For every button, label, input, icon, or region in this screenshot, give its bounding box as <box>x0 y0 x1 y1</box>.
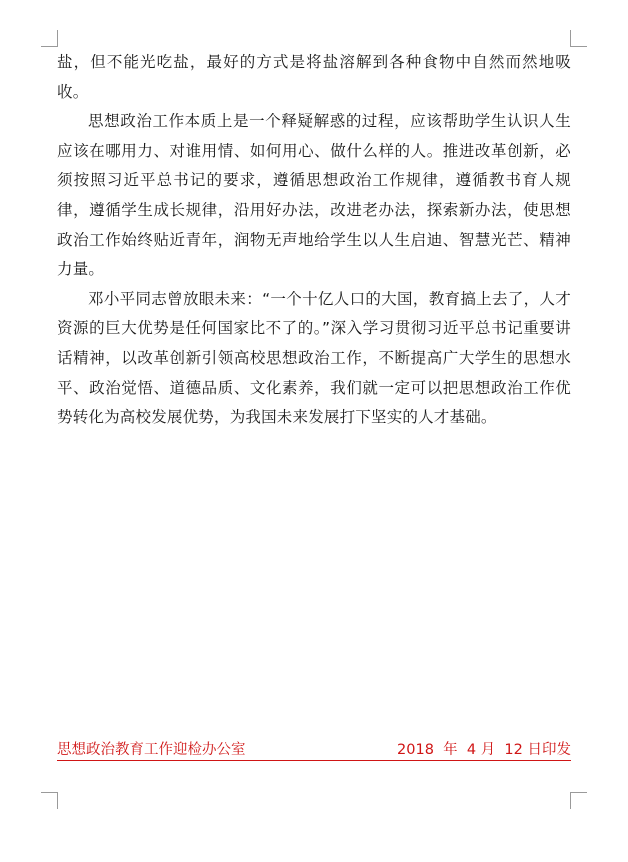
crop-mark-bottom-right <box>570 792 587 809</box>
crop-mark-top-left <box>41 30 58 47</box>
issuance-footer <box>57 738 571 761</box>
paragraph-deng-xiaoping-quote: 邓小平同志曾放眼未来：“一个十亿人口的大国，教育搞上去了，人才资源的巨大优势是任何国家比不了的。”深入学习贯彻习近平总书记重要讲话精神，以改革创新引领高校思想政治工作，不断提高广大学生的思想水平、政治觉悟、道德品质、文化素养，我们就一定可以把思想政治工作优势转化为高校发展优势，为我国未来发展打下坚实的人才基础。 <box>57 289 571 427</box>
paragraph-continuation: 盐，但不能光吃盐，最好的方式是将盐溶解到各种食物中自然而然地吸收。 <box>57 53 571 101</box>
document-body[interactable] <box>57 48 571 433</box>
footer-issuer: 思想政治教育工作迎检办公室 <box>57 742 246 758</box>
crop-mark-bottom-left <box>41 792 58 809</box>
crop-mark-top-right <box>570 30 587 47</box>
paragraph-ideological-work: 思想政治工作本质上是一个释疑解惑的过程，应该帮助学生认识人生应该在哪用力、对谁用情、如何用心、做什么样的人。推进改革创新，必须按照习近平总书记的要求，遵循思想政治工作规律，遵循教书育人规律，遵循学生成长规律，沿用好办法，改进老办法，探索新办法，使思想政治工作始终贴近青年，润物无声地给学生以人生启迪、智慧光芒、精神力量。 <box>57 112 571 279</box>
footer-date: 2018 年 4 月 12 日印发 <box>397 742 571 758</box>
